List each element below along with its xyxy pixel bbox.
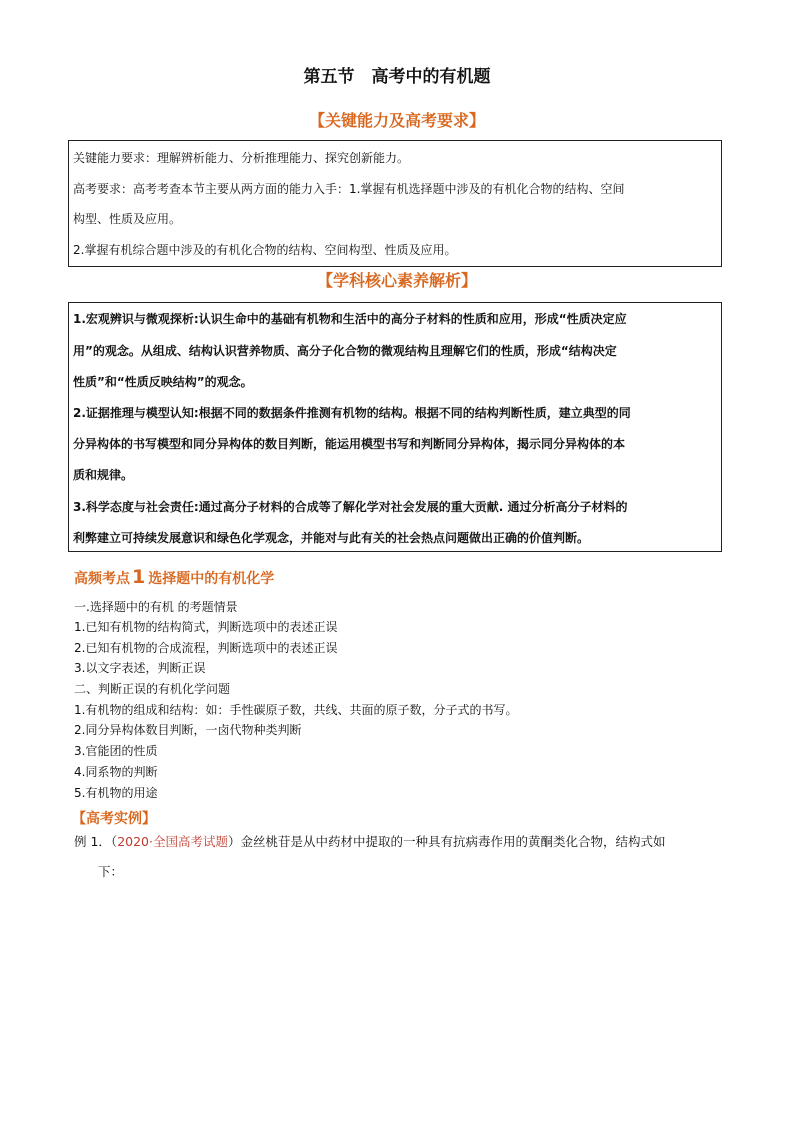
hot-point-line: 3.官能团的性质 [74,744,158,758]
core-literacy-line: 性质”和“性质反映结构”的观念。 [73,375,253,389]
hot-point-heading [74,566,274,588]
hot-point-number: 1 [132,566,146,588]
hot-point-line: 1.已知有机物的结构简式，判断选项中的表述正误 [74,620,338,634]
core-literacy-line: 分异构体的书写模型和同分异构体的数目判断，能运用模型书写和判断同分异构体，揭示同分异构体的本 [73,437,626,451]
key-abilities-box [68,140,722,267]
core-literacy-line: 用”的观念。从组成、结构认识营养物质、高分子化合物的微观结构且理解它们的性质，形成“结构决定 [73,344,617,358]
core-literacy-line: 1.宏观辨识与微观探析:认识生命中的基础有机物和生活中的高分子材料的性质和应用，形成“性质决定应 [73,312,627,326]
hot-point-line: 1.有机物的组成和结构：如：手性碳原子数，共线、共面的原子数，分子式的书写。 [74,703,518,717]
section-heading-core-literacy: 【学科核心素养解析】 [316,271,477,290]
hot-point-label: 高频考点 [74,571,130,587]
hot-point-line: 3.以文字表述，判断正误 [74,661,206,675]
example-source: 2020·全国高考试题 [117,834,228,849]
core-literacy-box [68,302,722,552]
example-question [74,833,666,851]
core-literacy-line: 2.证据推理与模型认知:根据不同的数据条件推测有机物的结构。根据不同的结构判断性质，建立典型的同 [73,406,631,420]
example-text: ）金丝桃苷是从中药材中提取的一种具有抗病毒作用的黄酮类化合物，结构式如 [227,834,666,849]
core-literacy-line: 质和规律。 [73,468,134,482]
section-heading-key-abilities: 【关键能力及高考要求】 [308,111,485,130]
hot-point-line: 2.已知有机物的合成流程，判断选项中的表述正误 [74,641,338,655]
hot-point-line: 一.选择题中的有机 的考题情景 [74,600,238,614]
key-abilities-line: 2.掌握有机综合题中涉及的有机化合物的结构、空间构型、性质及应用。 [73,243,457,257]
example-heading: 【高考实例】 [72,811,156,827]
hot-point-line: 4.同系物的判断 [74,765,158,779]
key-abilities-line: 高考要求：高考考查本节主要从两方面的能力入手：1.掌握有机选择题中涉及的有机化合物的结构、空间 [73,182,625,196]
page-title: 第五节 高考中的有机题 [303,67,491,87]
example-continuation: 下： [98,864,124,879]
key-abilities-line: 关键能力要求：理解辨析能力、分析推理能力、探究创新能力。 [73,151,410,165]
example-prefix: 例 1．（ [74,834,118,849]
hot-point-title: 选择题中的有机化学 [148,571,275,587]
hot-point-line: 5.有机物的用途 [74,786,158,800]
key-abilities-line: 构型、性质及应用。 [73,212,182,226]
core-literacy-line: 3.科学态度与社会责任:通过高分子材料的合成等了解化学对社会发展的重大贡献. 通过分析高分子材料的 [73,500,628,514]
hot-point-line: 2.同分异构体数目判断，一卤代物种类判断 [74,723,302,737]
hot-point-line: 二、判断正误的有机化学问题 [74,682,231,696]
core-literacy-line: 利弊建立可持续发展意识和绿色化学观念，并能对与此有关的社会热点问题做出正确的价值判断。 [73,531,590,545]
